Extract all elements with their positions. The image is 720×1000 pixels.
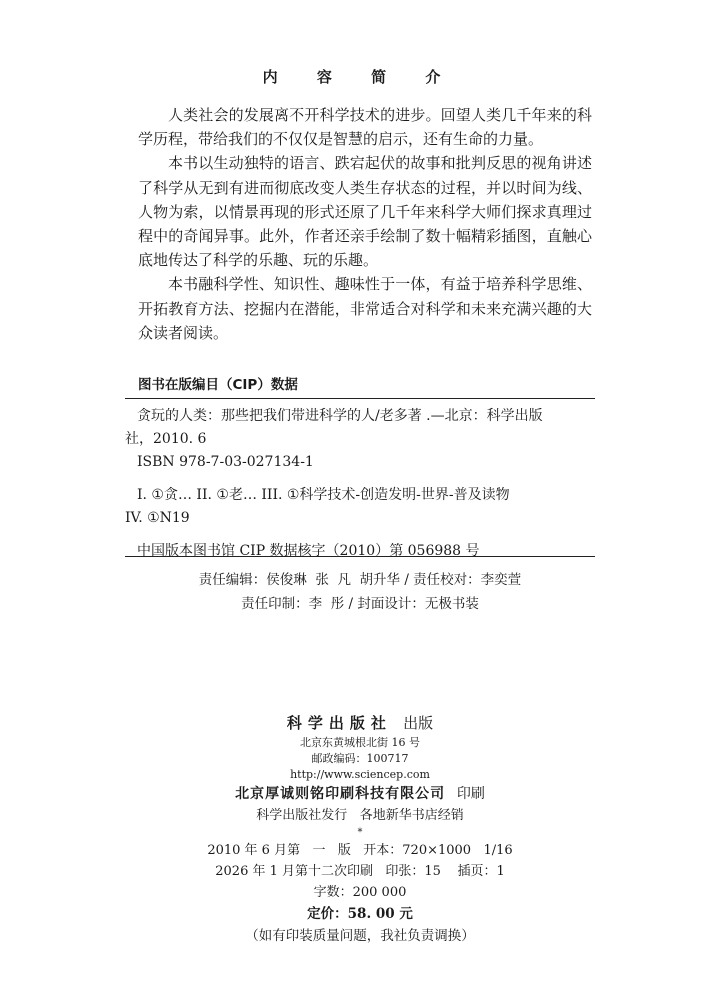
edition-line: 2010 年 6 月第 一 版 开本：720×1000 1/16 bbox=[207, 843, 513, 858]
printer-line bbox=[0, 783, 720, 805]
summary-section bbox=[138, 103, 592, 345]
cip-entry-line-2: 社，2010. 6 bbox=[125, 431, 207, 447]
cip-bottom-rule bbox=[125, 556, 595, 557]
cip-entry-line-1: 贪玩的人类：那些把我们带进科学的人/老多著 .—北京：科学出版 bbox=[137, 408, 543, 424]
cip-heading: 图书在版编目（CIP）数据 bbox=[138, 377, 298, 393]
quality-notice: （如有印装质量问题，我社负责调换） bbox=[245, 928, 475, 944]
staff-line-editors: 责任编辑：侯俊琳 张 凡 胡升华 / 责任校对：李奕萱 bbox=[198, 572, 522, 588]
publisher-name-line bbox=[0, 711, 720, 735]
publisher-website: http://www.sciencep.com bbox=[290, 768, 430, 781]
price: 定价：58. 00 元 bbox=[307, 906, 413, 922]
summary-title: 内 容 简 介 bbox=[262, 68, 458, 86]
separator-asterisk: * bbox=[357, 827, 363, 838]
publisher-address: 北京东黄城根北街 16 号 bbox=[300, 736, 420, 749]
publisher-name: 科学出版社 bbox=[286, 714, 392, 732]
cip-classification-line-1: I. ①贪… II. ①老… III. ①科学技术-创造发明-世界-普及读物 bbox=[137, 487, 510, 503]
distribution-line: 科学出版社发行 各地新华书店经销 bbox=[256, 808, 464, 823]
cip-top-rule bbox=[125, 398, 595, 399]
cip-record-block bbox=[125, 405, 595, 563]
publisher-block bbox=[0, 711, 720, 947]
summary-paragraph-2: 本书以生动独特的语言、跌宕起伏的故事和批判反思的视角讲述了科学从无到有进而彻底改变人类生存状态的过程，并以时间为线、人物为索，以情景再现的形式还原了几千年来科学大师们探求真理过程中的奇闻异事。此外，作者还亲手绘制了数十幅精彩插图，直触心底地传达了科学的乐趣、玩的乐趣。 bbox=[138, 154, 592, 270]
printer-suffix: 印刷 bbox=[456, 786, 485, 802]
staff-line-production: 责任印制：李 彤 / 封面设计：无极书装 bbox=[241, 596, 479, 612]
word-count: 字数：200 000 bbox=[313, 885, 407, 900]
summary-paragraph-1: 人类社会的发展离不开科学技术的进步。回望人类几千年来的科学历程，带给我们的不仅仅是智慧的启示，还有生命的力量。 bbox=[138, 106, 592, 149]
cip-isbn: ISBN 978-7-03-027134-1 bbox=[137, 454, 314, 470]
staff-credits bbox=[0, 568, 720, 616]
publisher-postcode: 邮政编码：100717 bbox=[311, 752, 409, 765]
printing-line: 2026 年 1 月第十二次印刷 印张：15 插页：1 bbox=[215, 864, 505, 879]
summary-paragraph-3: 本书融科学性、知识性、趣味性于一体，有益于培养科学思维、开拓教育方法、挖掘内在潜能，非常适合对科学和未来充满兴趣的大众读者阅读。 bbox=[138, 275, 592, 342]
cip-record-number: 中国版本图书馆 CIP 数据核字（2010）第 056988 号 bbox=[137, 543, 480, 559]
printer-name: 北京厚诚则铭印刷科技有限公司 bbox=[235, 786, 446, 802]
cip-classification-line-2: IV. ①N19 bbox=[125, 510, 190, 526]
publisher-name-suffix: 出版 bbox=[403, 714, 434, 732]
